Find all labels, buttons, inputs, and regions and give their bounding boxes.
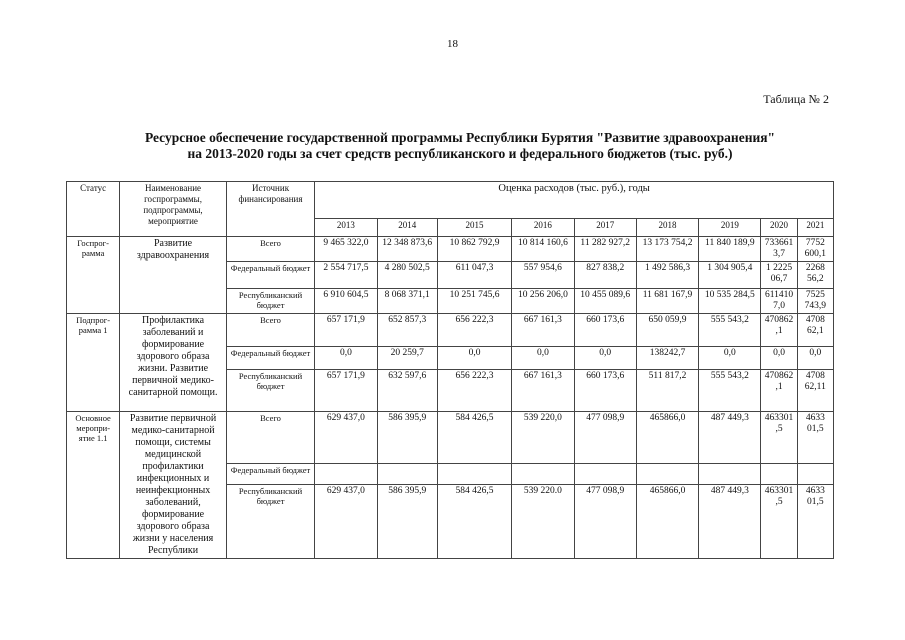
value-cell: 7752 600,1 [797,237,833,262]
value-cell: 660 173,6 [574,314,636,347]
header-year: 2015 [437,219,511,237]
value-cell: 0,0 [437,347,511,370]
header-year: 2014 [377,219,437,237]
value-cell [512,464,574,485]
row-source: Всего [226,314,314,347]
value-cell: 1 492 586,3 [636,262,698,289]
value-cell: 463301 ,5 [761,412,797,464]
value-cell: 4633 01,5 [797,412,833,464]
value-cell: 584 426,5 [437,485,511,559]
value-cell: 539 220,0 [512,412,574,464]
value-cell: 652 857,3 [377,314,437,347]
header-year: 2018 [636,219,698,237]
value-cell: 470862 ,1 [761,370,797,412]
page-number: 18 [447,38,458,50]
value-cell: 13 173 754,2 [636,237,698,262]
value-cell: 10 256 206,0 [512,289,574,314]
value-cell: 667 161,3 [512,314,574,347]
value-cell: 10 862 792,9 [437,237,511,262]
value-cell: 629 437,0 [315,485,377,559]
row-status: Подпрог-рамма 1 [67,314,120,412]
value-cell: 539 220.0 [512,485,574,559]
value-cell: 10 814 160,6 [512,237,574,262]
value-cell: 584 426,5 [437,412,511,464]
value-cell: 657 171,9 [315,370,377,412]
header-year: 2017 [574,219,636,237]
value-cell: 10 535 284,5 [699,289,761,314]
value-cell: 611410 7,0 [761,289,797,314]
header-year: 2013 [315,219,377,237]
value-cell: 11 681 167,9 [636,289,698,314]
value-cell: 733661 3,7 [761,237,797,262]
row-name: Развитие здравоохранения [120,237,227,314]
value-cell [797,464,833,485]
value-cell: 656 222,3 [437,314,511,347]
header-year: 2019 [699,219,761,237]
row-source: Всего [226,237,314,262]
value-cell: 629 437,0 [315,412,377,464]
value-cell: 4 280 502,5 [377,262,437,289]
value-cell: 487 449,3 [699,485,761,559]
row-source: Всего [226,412,314,464]
value-cell [636,464,698,485]
header-source: Источник финансирования [226,182,314,237]
table-row [67,237,834,262]
value-cell: 511 817,2 [636,370,698,412]
value-cell: 0,0 [315,347,377,370]
value-cell: 487 449,3 [699,412,761,464]
value-cell: 7525 743,9 [797,289,833,314]
row-name: Развитие первичной медико-санитарной помощи, системы медицинской профилактики инфекционных и неинфекционных заболеваний, формирование здорового образа жизни у населения Республики [120,412,227,559]
header-status: Статус [67,182,120,237]
value-cell: 660 173,6 [574,370,636,412]
value-cell: 2 554 717,5 [315,262,377,289]
value-cell: 586 395,9 [377,485,437,559]
value-cell: 20 259,7 [377,347,437,370]
value-cell: 138242,7 [636,347,698,370]
value-cell: 470862 ,1 [761,314,797,347]
budget-table [66,181,834,559]
row-source: Федеральный бюджет [226,464,314,485]
value-cell: 11 282 927,2 [574,237,636,262]
table-label: Таблица № 2 [763,92,829,106]
value-cell: 463301 ,5 [761,485,797,559]
value-cell: 1 2225 06,7 [761,262,797,289]
row-source: Федеральный бюджет [226,262,314,289]
header-name: Наименование госпрограммы, подпрограммы, мероприятие [120,182,227,237]
value-cell: 667 161,3 [512,370,574,412]
value-cell: 632 597,6 [377,370,437,412]
value-cell: 1 304 905,4 [699,262,761,289]
value-cell: 0,0 [761,347,797,370]
value-cell: 11 840 189,9 [699,237,761,262]
value-cell: 10 455 089,6 [574,289,636,314]
document-title [60,130,860,162]
value-cell: 477 098,9 [574,485,636,559]
title-line-1: Ресурсное обеспечение государственной программы Республики Бурятия "Развитие здравоохранения" [144,130,776,145]
value-cell [315,464,377,485]
value-cell [574,464,636,485]
row-source: Республиканский бюджет [226,485,314,559]
row-status: Госпрог-рамма [67,237,120,314]
value-cell: 611 047,3 [437,262,511,289]
value-cell [699,464,761,485]
value-cell: 0,0 [699,347,761,370]
value-cell: 557 954,6 [512,262,574,289]
header-year: 2020 [761,219,797,237]
value-cell: 2268 56,2 [797,262,833,289]
value-cell: 656 222,3 [437,370,511,412]
value-cell: 465866,0 [636,485,698,559]
value-cell: 8 068 371,1 [377,289,437,314]
value-cell: 6 910 604,5 [315,289,377,314]
value-cell: 4708 62,1 [797,314,833,347]
value-cell: 12 348 873,6 [377,237,437,262]
value-cell [437,464,511,485]
value-cell: 827 838,2 [574,262,636,289]
header-year: 2016 [512,219,574,237]
value-cell: 586 395,9 [377,412,437,464]
value-cell [377,464,437,485]
value-cell: 9 465 322,0 [315,237,377,262]
title-line-2: на 2013-2020 годы за счет средств республиканского и федерального бюджетов (тыс. руб.) [187,146,733,161]
value-cell: 4708 62,11 [797,370,833,412]
value-cell: 4633 01,5 [797,485,833,559]
value-cell: 0,0 [512,347,574,370]
table-row [67,314,834,347]
header-year: 2021 [797,219,833,237]
value-cell: 555 543,2 [699,370,761,412]
value-cell: 650 059,9 [636,314,698,347]
value-cell: 477 098,9 [574,412,636,464]
value-cell: 465866,0 [636,412,698,464]
header-estimate: Оценка расходов (тыс. руб.), годы [315,182,834,219]
row-source: Федеральный бюджет [226,347,314,370]
row-name: Профилактика заболеваний и формирование здорового образа жизни. Развитие первичной медико-санитарной помощи. [120,314,227,412]
value-cell: 657 171,9 [315,314,377,347]
table-row [67,412,834,464]
value-cell [761,464,797,485]
value-cell: 0,0 [574,347,636,370]
row-status: Основное меропри-ятие 1.1 [67,412,120,559]
value-cell: 10 251 745,6 [437,289,511,314]
value-cell: 0,0 [797,347,833,370]
row-source: Республиканский бюджет [226,289,314,314]
row-source: Республиканский бюджет [226,370,314,412]
value-cell: 555 543,2 [699,314,761,347]
